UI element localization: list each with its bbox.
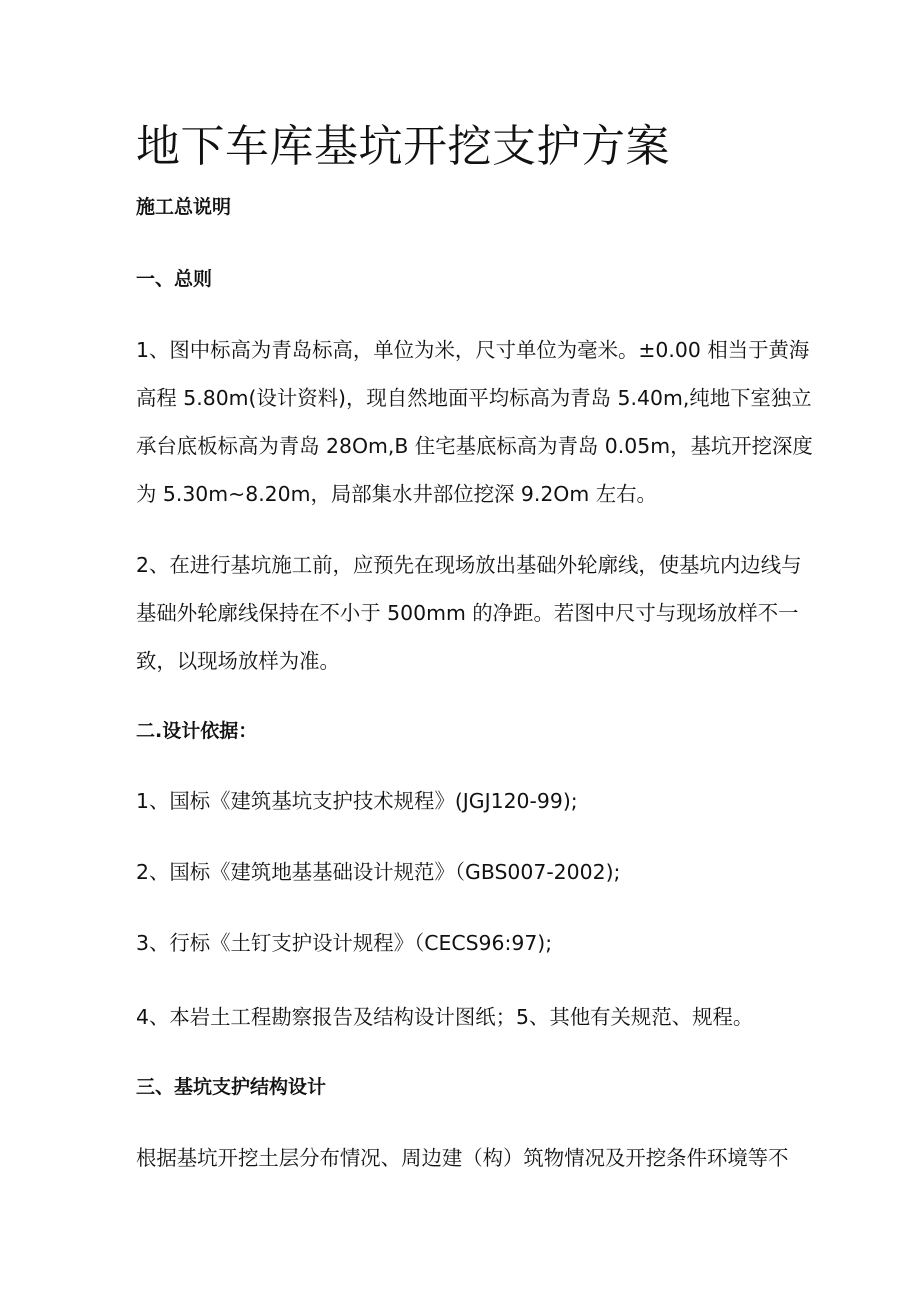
- reference-item-4: 4、本岩土工程勘察报告及结构设计图纸；5、其他有关规范、规程。: [136, 1005, 754, 1029]
- paragraph-line: 1、图中标高为青岛标高，单位为米，尺寸单位为毫米。±0.00 相当于黄海: [136, 338, 810, 362]
- list-item: [136, 777, 796, 825]
- paragraph-line: 基础外轮廓线保持在不小于 500mm 的净距。若图中尺寸与现场放样不一: [136, 601, 799, 625]
- list-item: [136, 993, 796, 1041]
- document-subtitle: 施工总说明: [136, 196, 232, 218]
- paragraph-line: 2、在进行基坑施工前，应预先在现场放出基础外轮廓线，使基坑内边线与: [136, 553, 802, 577]
- paragraph-intro: [136, 1134, 796, 1182]
- paragraph-line: 为 5.30m~8.20m，局部集水井部位挖深 9.2Om 左右。: [136, 482, 657, 506]
- list-item: [136, 919, 796, 967]
- document-title: 地下车库基坑开挖支护方案: [136, 121, 670, 172]
- section-heading-general: 一、总则: [136, 268, 213, 290]
- paragraph-item-1: [136, 326, 813, 518]
- paragraph-item-2: [136, 541, 802, 685]
- section-heading-design-basis: 二.设计依据：: [136, 720, 258, 742]
- paragraph-line: 致，以现场放样为准。: [136, 649, 340, 673]
- reference-item-3: 3、行标《土钉支护设计规程》（CECS96:97);: [136, 931, 553, 955]
- list-item: [136, 848, 796, 896]
- paragraph-line: 根据基坑开挖土层分布情况、周边建（构）筑物情况及开挖条件环境等不: [136, 1146, 789, 1170]
- reference-item-2: 2、国标《建筑地基基础设计规范》（GBS007-2002);: [136, 860, 621, 884]
- paragraph-line: 承台底板标高为青岛 28Om,B 住宅基底标高为青岛 0.05m，基坑开挖深度: [136, 434, 813, 458]
- reference-item-1: 1、国标《建筑基坑支护技术规程》(JGJ120-99);: [136, 789, 578, 813]
- paragraph-line: 高程 5.80m(设计资料)，现自然地面平均标高为青岛 5.40m,纯地下室独立: [136, 386, 812, 410]
- section-heading-support-design: 三、基坑支护结构设计: [136, 1076, 327, 1098]
